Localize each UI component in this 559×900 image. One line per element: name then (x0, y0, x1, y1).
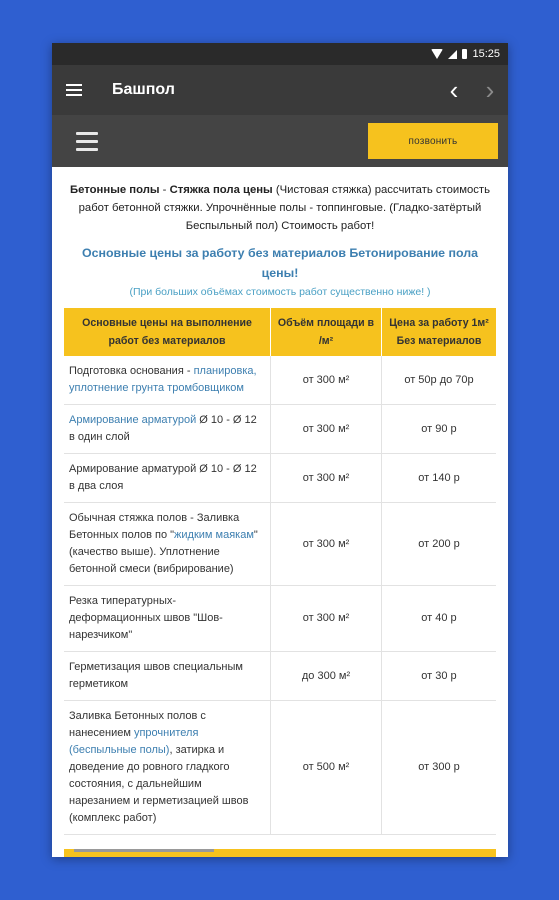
cell-work (64, 405, 271, 454)
signal-icon (448, 50, 457, 59)
bottom-bar (64, 849, 496, 857)
intro-text (70, 181, 490, 235)
cell-price: от 200 р (382, 503, 497, 586)
work-link[interactable]: (беспыльные полы) (69, 744, 170, 756)
cell-work (64, 503, 271, 586)
cell-price: от 300 р (382, 701, 497, 835)
cell-area: от 300 м² (271, 586, 382, 652)
col-header-price: Цена за работу 1м² Без материалов (382, 308, 497, 356)
section-heading: Основные цены за работу без материалов Бетонирование пола цены! (81, 246, 479, 280)
table-row (64, 356, 496, 405)
intro-sep: - (159, 184, 170, 196)
table-row (64, 586, 496, 652)
site-header (52, 115, 508, 167)
work-text: Заливка Бетонных полов с нанесением (69, 710, 206, 739)
table-header-row (64, 308, 496, 356)
table-row (64, 405, 496, 454)
cell-area: от 300 м² (271, 503, 382, 586)
work-text: Герметизация швов специальным герметиком (69, 661, 243, 690)
table-row (64, 503, 496, 586)
table-row (64, 454, 496, 503)
intro-body: (Чистовая стяжка) рассчитать стоимость работ бетонной стяжки. Упрочнённые полы - топпинговые. (Гладко-затёртый Беспыльный пол) Стоимость работ! (78, 184, 490, 232)
work-link[interactable]: упрочнителя (133, 727, 199, 739)
cell-work (64, 356, 271, 405)
cell-area: от 500 м² (271, 701, 382, 835)
cell-price: от 30 р (382, 652, 497, 701)
section-note: (При больших объёмах стоимость работ существенно ниже! ) (129, 286, 431, 298)
work-link[interactable]: Армирование арматурой (69, 414, 197, 426)
work-text: Обычная стяжка полов - Заливка Бетонных полов по " (69, 512, 240, 541)
cell-work (64, 652, 271, 701)
page-content (52, 167, 508, 835)
cell-work (64, 701, 271, 835)
call-button[interactable]: позвонить (368, 123, 498, 159)
work-text: Резка типературных-деформационных швов "Шов-нарезчиком" (69, 595, 223, 641)
table-row (64, 701, 496, 835)
col-header-area: Объём площади в /м² (271, 308, 382, 356)
battery-icon (462, 49, 467, 59)
app-title: Башпол (112, 81, 175, 98)
work-text: Армирование арматурой Ø 10 - Ø 12 в два слоя (69, 463, 257, 492)
work-text: , затирка и доведение до ровного гладкого состояния, с дальнейшим нарезанием и герметизацией швов (комплекс работ) (69, 744, 249, 824)
work-text: Подготовка основания - (69, 365, 194, 377)
cell-work (64, 454, 271, 503)
cell-area: от 300 м² (271, 356, 382, 405)
cell-work (64, 586, 271, 652)
menu-button[interactable] (52, 84, 96, 96)
device-frame (52, 43, 508, 857)
site-menu-icon[interactable] (76, 132, 98, 151)
wifi-icon (431, 49, 443, 59)
cell-price: от 140 р (382, 454, 497, 503)
work-link[interactable]: жидким маякам (174, 529, 254, 541)
intro-bold-1: Бетонные полы (70, 184, 160, 196)
menu-icon (66, 84, 82, 96)
back-arrow-icon[interactable]: ‹ (449, 75, 459, 105)
scroll-indicator (74, 849, 214, 852)
cell-area: до 300 м² (271, 652, 382, 701)
app-bar (52, 65, 508, 115)
status-time: 15:25 (472, 48, 500, 60)
work-text: " (качество выше). Уплотнение бетонной смеси (вибрирование) (69, 529, 258, 575)
work-link[interactable]: планировка, уплотнение грунта тромбовщиком (69, 365, 257, 394)
status-bar (52, 43, 508, 65)
forward-arrow-icon[interactable]: › (485, 75, 495, 105)
table-row (64, 652, 496, 701)
work-text: Ø 10 - Ø 12 в один слой (69, 414, 257, 443)
col-header-work: Основные цены на выполнение работ без материалов (64, 308, 271, 356)
price-table (64, 308, 496, 835)
cell-price: от 50р до 70р (382, 356, 497, 405)
cell-area: от 300 м² (271, 454, 382, 503)
cell-price: от 90 р (382, 405, 497, 454)
cell-area: от 300 м² (271, 405, 382, 454)
intro-bold-2: Стяжка пола цены (169, 184, 273, 196)
cell-price: от 40 р (382, 586, 497, 652)
